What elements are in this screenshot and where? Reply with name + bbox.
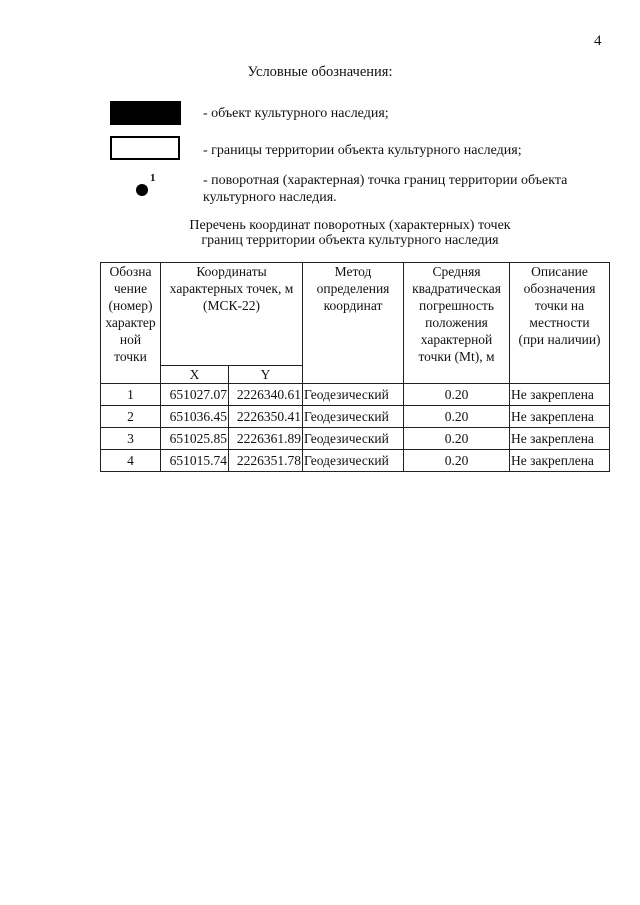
cell-method: Геодезический <box>303 450 404 472</box>
legend-item-turning-point <box>110 172 610 208</box>
legend-item-label-line: - поворотная (характерная) точка границ территории объекта <box>203 173 568 188</box>
cell-y: 2226350.41 <box>229 406 303 428</box>
coordinates-list-title <box>0 218 640 248</box>
cell-mt: 0.20 <box>404 428 510 450</box>
cell-description: Не закреплена <box>510 450 610 472</box>
header-coordinates: Координаты характерных точек, м (МСК-22) <box>161 263 303 366</box>
cell-mt: 0.20 <box>404 450 510 472</box>
legend-item-territory-boundary <box>110 136 610 162</box>
coordinates-table <box>100 262 610 472</box>
legend-title: Условные обозначения: <box>247 64 393 80</box>
cell-method: Геодезический <box>303 428 404 450</box>
turning-point-marker-label: 1 <box>150 172 156 184</box>
cell-point-number: 3 <box>101 428 161 450</box>
cell-mt: 0.20 <box>404 384 510 406</box>
list-title-line: границ территории объекта культурного наследия <box>201 233 499 248</box>
turning-point-marker <box>136 184 148 196</box>
cell-point-number: 1 <box>101 384 161 406</box>
legend-item-label-line: культурного наследия. <box>203 190 337 205</box>
header-y: Y <box>229 366 303 384</box>
cell-y: 2226351.78 <box>229 450 303 472</box>
cell-x: 651015.74 <box>161 450 229 472</box>
cell-x: 651027.07 <box>161 384 229 406</box>
cell-method: Геодезический <box>303 406 404 428</box>
header-method: Метод определения координат <box>303 263 404 384</box>
table-row <box>101 450 610 472</box>
heritage-object-swatch <box>110 101 181 125</box>
cell-point-number: 4 <box>101 450 161 472</box>
cell-method: Геодезический <box>303 384 404 406</box>
page-number: 4 <box>594 33 602 49</box>
table-row <box>101 406 610 428</box>
legend-item-label: - границы территории объекта культурного наследия; <box>203 143 522 158</box>
cell-x: 651025.85 <box>161 428 229 450</box>
legend-item-label: - объект культурного наследия; <box>203 106 389 121</box>
cell-x: 651036.45 <box>161 406 229 428</box>
cell-mt: 0.20 <box>404 406 510 428</box>
table-row <box>101 428 610 450</box>
cell-y: 2226340.61 <box>229 384 303 406</box>
territory-boundary-swatch <box>110 136 180 160</box>
header-mean-square-error: Средняя квадратическая погрешность положения характерной точки (Mt), м <box>404 263 510 384</box>
cell-y: 2226361.89 <box>229 428 303 450</box>
cell-description: Не закреплена <box>510 428 610 450</box>
legend-item-label <box>203 172 567 206</box>
list-title-line: Перечень координат поворотных (характерных) точек <box>189 218 511 233</box>
header-designation: Обозна чение (номер) характер ной точки <box>101 263 161 384</box>
header-x: X <box>161 366 229 384</box>
cell-description: Не закреплена <box>510 406 610 428</box>
legend-item-heritage-object <box>110 101 610 127</box>
cell-description: Не закреплена <box>510 384 610 406</box>
header-description: Описание обозначения точки на местности (при наличии) <box>510 263 610 384</box>
table-row <box>101 384 610 406</box>
cell-point-number: 2 <box>101 406 161 428</box>
